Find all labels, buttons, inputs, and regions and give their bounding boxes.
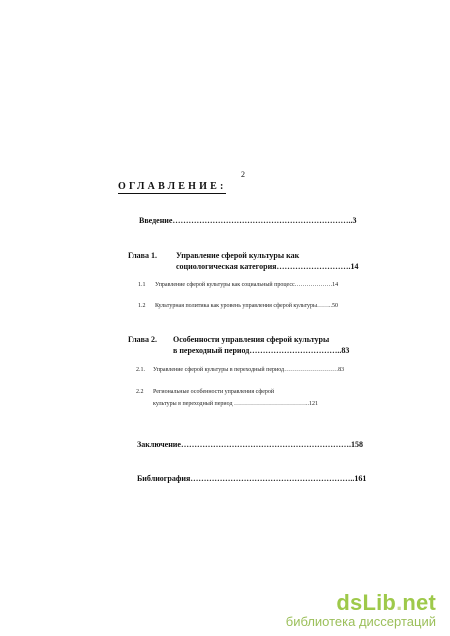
section-2-2-entry-line1: Региональные особенности управления сферой (153, 389, 275, 395)
watermark-logo: dsLib.net (336, 590, 436, 615)
page-number: 2 (241, 170, 245, 179)
toc-entry-bibliography: Библиография……………………………………………………..161 (137, 474, 367, 483)
chapter-1-title-line1: Управление сферой культуры как (176, 251, 300, 260)
toc-entry-conclusion: Заключение……………………………………………………….158 (137, 440, 363, 449)
section-2-2-entry-line2: культуры в переходный период ………………………………..121 (153, 401, 319, 407)
section-1-1-number: 1.1 (138, 282, 146, 288)
chapter-1-title-line2: социологическая категория……………………….14 (176, 262, 359, 271)
toc-entry-intro: Введение…………………………………………………………..3 (139, 216, 357, 225)
chapter-1-label: Глава 1. (128, 251, 157, 260)
chapter-2-label: Глава 2. (128, 335, 157, 344)
section-2-1-number: 2.1. (136, 367, 145, 373)
watermark (286, 592, 436, 629)
chapter-2-title-line1: Особенности управления сферой культуры (173, 335, 330, 344)
watermark-subtitle: библиотека диссертаций (285, 614, 436, 629)
toc-heading: ОГЛАВЛЕНИЕ: (118, 181, 227, 192)
section-2-2-number: 2.2 (136, 389, 144, 395)
section-1-2-number: 1.2 (138, 303, 146, 309)
chapter-2-title-line2: в переходный период……………………………..83 (173, 346, 350, 355)
section-2-1-entry: Управление сферой культуры в переходный период………………………83 (153, 367, 345, 373)
section-1-1-entry: Управление сферой культуры как социальный процесс……………….14 (155, 282, 339, 288)
section-1-2-entry: Культурная политика как уровень управления сферой культуры……..50 (155, 303, 339, 309)
